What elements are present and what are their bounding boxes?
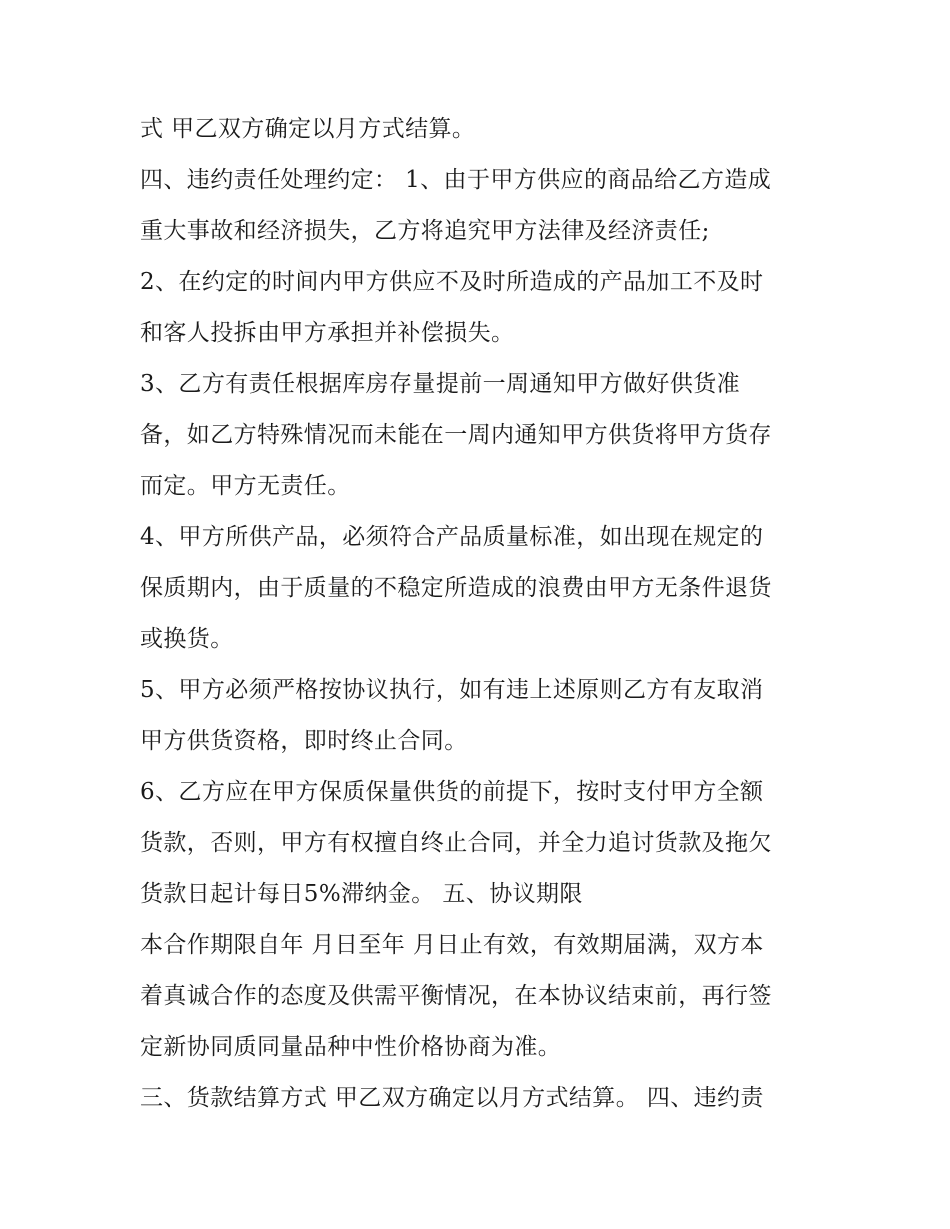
text-line-13: 甲方供货资格，即时终止合同。 <box>140 728 468 754</box>
text-line-16: 货款日起计每日5%滞纳金。 五、协议期限 <box>140 881 583 907</box>
text-line-20: 三、货款结算方式 甲乙双方确定以月方式结算。 四、违约责 <box>140 1085 764 1111</box>
text-line-8: 而定。甲方无责任。 <box>140 473 351 499</box>
text-line-4: 2、在约定的时间内甲方供应不及时所造成的产品加工不及时 <box>140 269 764 295</box>
text-line-2: 四、违约责任处理约定： 1、由于甲方供应的商品给乙方造成 <box>140 167 772 193</box>
text-line-1: 式 甲乙双方确定以月方式结算。 <box>140 116 476 142</box>
text-line-18: 着真诚合作的态度及供需平衡情况，在本协议结束前，再行签 <box>140 983 772 1009</box>
text-line-19: 定新协同质同量品种中性价格协商为准。 <box>140 1034 562 1060</box>
text-line-7: 备，如乙方特殊情况而未能在一周内通知甲方供货将甲方货存 <box>140 422 772 448</box>
text-line-6: 3、乙方有责任根据库房存量提前一周通知甲方做好供货准 <box>140 371 741 397</box>
text-line-9: 4、甲方所供产品，必须符合产品质量标准，如出现在规定的 <box>140 524 764 550</box>
text-line-15: 货款，否则，甲方有权擅自终止合同，并全力追讨货款及拖欠 <box>140 830 772 856</box>
text-line-5: 和客人投拆由甲方承担并补偿损失。 <box>140 320 515 346</box>
text-line-11: 或换货。 <box>140 626 234 652</box>
text-line-3: 重大事故和经济损失，乙方将追究甲方法律及经济责任; <box>140 218 710 244</box>
contract-text <box>140 107 830 1127</box>
text-line-12: 5、甲方必须严格按协议执行，如有违上述原则乙方有友取消 <box>140 677 764 703</box>
text-line-10: 保质期内，由于质量的不稳定所造成的浪费由甲方无条件退货 <box>140 575 772 601</box>
text-line-17: 本合作期限自年 月日至年 月日止有效，有效期届满，双方本 <box>140 932 764 958</box>
text-line-14: 6、乙方应在甲方保质保量供货的前提下，按时支付甲方全额 <box>140 779 764 805</box>
